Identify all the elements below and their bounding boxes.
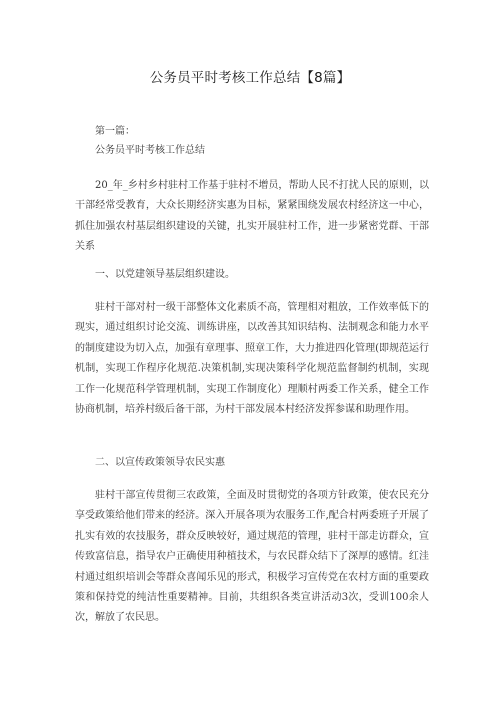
- section-heading-2: 二、以宣传政策领导农民实惠: [95, 457, 225, 468]
- paragraph-section-1: 驻村干部对村一级干部整体文化素质不高，管理相对粗放，工作效率低下的现实，通过组织讨论交流、训练讲座，以改善其知识结构、法制观念和能力水平的制度建设为切入点，加强有章理事、照章工作，大力推进四化管理(即规范运行机制，实现工作程序化规范.决策机制,实现决策科学化规范监督制约机制，实现工作一化规范科学管理机制，实现工作制度化）理顺村两委工作关系，健全工作协商机制，培养村级后备干部，为村干部发展本村经济发挥参谋和助理作用。: [75, 302, 429, 416]
- document-title: 公务员平时考核工作总结【8篇】: [149, 70, 351, 86]
- paragraph-intro: 20_年_乡村乡村驻村工作基于驻村不增员，帮助人民不打扰人民的原则，以干部经常受教育，大众长期经济实惠为目标，紧紧围绕发展农村经济这一中心，抓住加强农村基层组织建设的关键，扎实开展驻村工作，进一步紧密党群、干部关系: [75, 180, 429, 253]
- paragraph-section-2: 驻村干部宣传贯彻三农政策，全面及时贯彻党的各项方针政策，使农民充分享受政策给他们带来的经济。深入开展各项为农服务工作,配合村两委班子开展了扎实有效的农技服务，群众反映较好，通过规范的管理，驻村干部走访群众，宣传致富信息，指导农户正确使用种植技术，与农民群众结下了深厚的感情。红洼村通过组织培训会等群众喜闻乐见的形式，积极学习宣传党在农村方面的重要政策和保持党的纯洁性重要精神。目前，共组织各类宣讲活动3次，受训100余人次，解放了农民思。: [75, 490, 429, 624]
- section-heading-1: 一、以党建领导基层组织建设。: [95, 269, 235, 280]
- part-label: 第一篇：: [95, 126, 135, 137]
- document-subtitle: 公务员平时考核工作总结: [95, 145, 205, 156]
